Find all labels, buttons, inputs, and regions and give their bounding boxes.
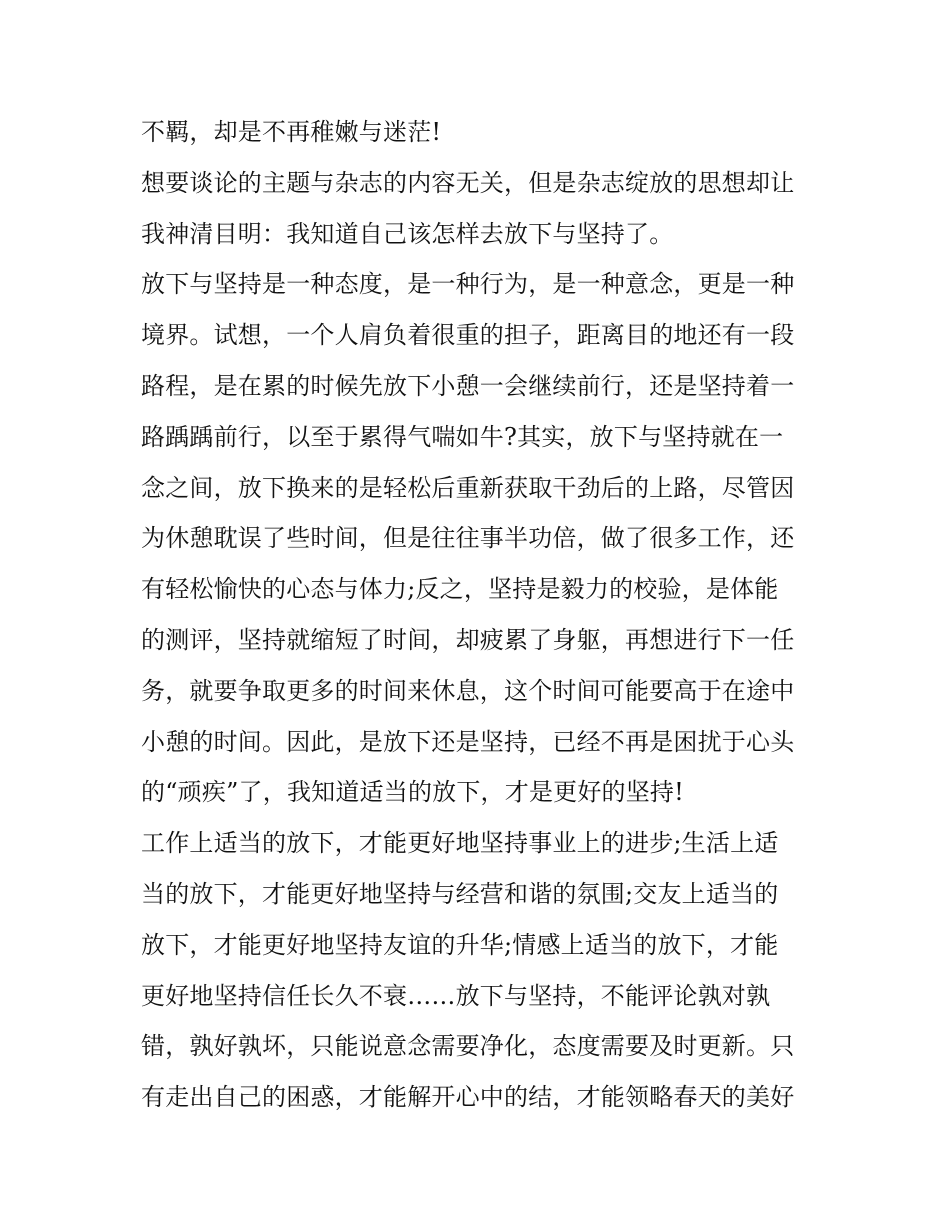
text-line-4: 放下与坚持是一种态度，是一种行为，是一种意念，更是一种 (141, 270, 795, 299)
body-text (141, 107, 821, 1123)
text-line-1: 不羁，却是不再稚嫩与迷茫! (141, 118, 442, 146)
text-line-5: 境界。试想，一个人肩负着很重的担子，距离目的地还有一段 (141, 321, 795, 350)
text-line-8: 念之间，放下换来的是轻松后重新获取干劲后的上路，尽管因 (141, 473, 795, 502)
text-line-6: 路程，是在累的时候先放下小憩一会继续前行，还是坚持着一 (141, 371, 795, 400)
text-line-11: 的测评，坚持就缩短了时间，却疲累了身躯，再想进行下一任 (141, 625, 795, 654)
text-line-3: 我神清目明：我知道自己该怎样去放下与坚持了。 (141, 219, 674, 248)
text-line-18: 更好地坚持信任长久不衰……放下与坚持，不能评论孰对孰 (141, 981, 771, 1010)
text-line-13: 小憩的时间。因此，是放下还是坚持，已经不再是困扰于心头 (141, 727, 795, 756)
text-line-14: 的“顽疾”了，我知道适当的放下，才是更好的坚持! (141, 778, 684, 807)
text-line-9: 为休憩耽误了些时间，但是往往事半功倍，做了很多工作，还 (141, 524, 795, 553)
text-line-20: 有走出自己的困惑，才能解开心中的结，才能领略春天的美好 (141, 1083, 795, 1112)
text-line-19: 错，孰好孰坏，只能说意念需要净化，态度需要及时更新。只 (141, 1032, 795, 1061)
text-line-16: 当的放下，才能更好地坚持与经营和谐的氛围;交友上适当的 (141, 879, 779, 908)
text-line-10: 有轻松愉快的心态与体力;反之，坚持是毅力的校验，是体能 (141, 575, 779, 604)
text-line-12: 务，就要争取更多的时间来休息，这个时间可能要高于在途中 (141, 676, 795, 705)
text-line-7: 路踽踽前行，以至于累得气喘如牛?其实，放下与坚持就在一 (141, 422, 784, 451)
text-line-2: 想要谈论的主题与杂志的内容无关，但是杂志绽放的思想却让 (141, 168, 795, 197)
text-line-17: 放下，才能更好地坚持友谊的升华;情感上适当的放下，才能 (141, 930, 779, 959)
text-line-15: 工作上适当的放下，才能更好地坚持事业上的进步;生活上适 (141, 829, 779, 858)
